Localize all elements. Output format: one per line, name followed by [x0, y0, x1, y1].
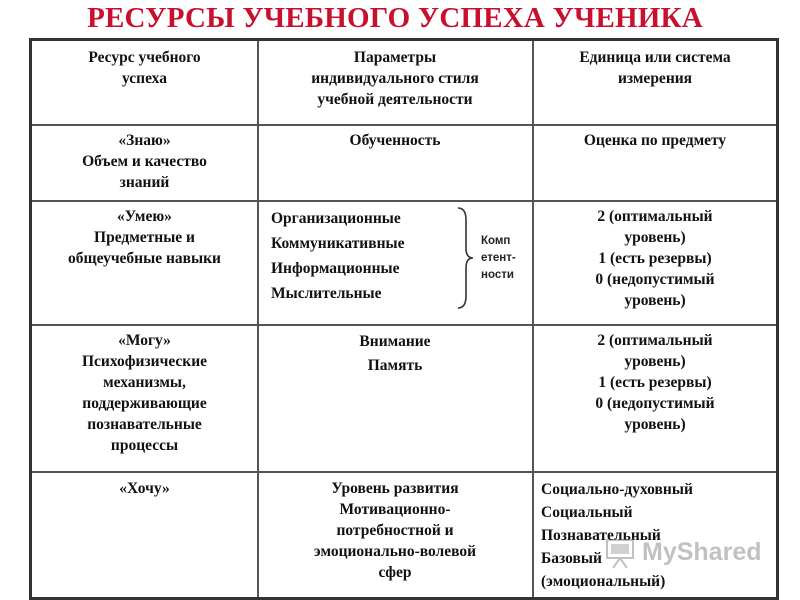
cell-text: Обученность — [349, 132, 441, 149]
header-text: учебной деятельности — [317, 91, 473, 108]
cell-text: уровень) — [624, 292, 686, 309]
cell-text: уровень) — [624, 416, 686, 433]
cell-text: Память — [367, 357, 423, 374]
cell-text: познавательные — [87, 416, 202, 433]
cell-text: «Знаю» — [118, 132, 171, 149]
cell-text: 1 (есть резервы) — [598, 374, 712, 391]
cell-text: Коммуникативные — [271, 235, 405, 252]
cell-text: 2 (оптимальный — [597, 208, 713, 225]
row-skill-resource — [32, 200, 257, 269]
cell-text: механизмы, — [103, 374, 186, 391]
cell-text: Организационные — [271, 210, 401, 227]
watermark-prefix: My — [642, 538, 677, 566]
curly-brace-icon — [455, 206, 475, 310]
cell-text: (эмоциональный) — [541, 573, 666, 590]
cell-text: Комп — [481, 235, 511, 247]
header-text: Ресурс учебного — [88, 49, 201, 66]
cell-text: Мотивационно- — [339, 501, 451, 518]
row-skill-params — [265, 200, 465, 306]
cell-text: эмоционально-волевой — [313, 543, 477, 560]
header-resource — [32, 41, 257, 123]
cell-text: «Могу» — [118, 332, 171, 349]
cell-text: Внимание — [359, 333, 431, 350]
cell-text: процессы — [110, 437, 179, 454]
header-parameters — [259, 41, 531, 123]
cell-text: Мыслительные — [271, 285, 382, 302]
cell-text: «Хочу» — [119, 480, 170, 497]
cell-text: Уровень развития — [331, 480, 459, 497]
header-text: Параметры — [353, 49, 437, 66]
cell-text: Познавательный — [541, 527, 661, 544]
cell-text: Информационные — [271, 260, 400, 277]
cell-text: Социальный — [541, 504, 633, 521]
cell-text: общеучебные навыки — [67, 250, 221, 267]
row-know-resource — [32, 124, 257, 193]
cell-text: етент- — [481, 252, 516, 264]
cell-text: 1 (есть резервы) — [598, 250, 712, 267]
cell-text: Оценка по предмету — [583, 132, 727, 149]
competence-label — [481, 233, 531, 284]
header-text: успеха — [122, 70, 167, 87]
cell-text: ности — [481, 269, 514, 281]
cell-text: Базовый — [541, 550, 602, 567]
row-can-params — [259, 324, 531, 378]
cell-text: сфер — [378, 564, 412, 581]
cell-text: поддерживающие — [82, 395, 207, 412]
cell-text: Объем и качество — [82, 153, 207, 170]
header-measure — [533, 41, 777, 123]
header-text: Единица или система — [579, 49, 731, 66]
page-title: РЕСУРСЫ УЧЕБНОГО УСПЕХА УЧЕНИКА — [87, 2, 703, 34]
cell-text: уровень) — [624, 229, 686, 246]
cell-text: Социально-духовный — [541, 481, 693, 498]
cell-text: знаний — [119, 174, 170, 191]
cell-text: 0 (недопустимый — [595, 271, 715, 288]
cell-text: уровень) — [624, 353, 686, 370]
cell-text: «Умею» — [117, 208, 172, 225]
cell-text: Предметные и — [94, 229, 195, 246]
header-text: индивидуального стиля — [311, 70, 479, 87]
cell-text: потребностной и — [336, 522, 454, 539]
cell-text: 2 (оптимальный — [597, 332, 713, 349]
row-want-measure — [535, 472, 777, 593]
row-want-resource — [32, 472, 257, 499]
watermark-suffix: Shared — [676, 538, 762, 566]
row-know-params — [259, 124, 531, 151]
row-skill-measure — [533, 200, 777, 311]
row-want-params — [259, 472, 531, 583]
cell-text: 0 (недопустимый — [595, 395, 715, 412]
row-know-measure — [533, 124, 777, 151]
row-can-resource — [32, 324, 257, 456]
row-can-measure — [533, 324, 777, 435]
cell-text: Психофизические — [81, 353, 208, 370]
header-text: измерения — [617, 70, 693, 87]
